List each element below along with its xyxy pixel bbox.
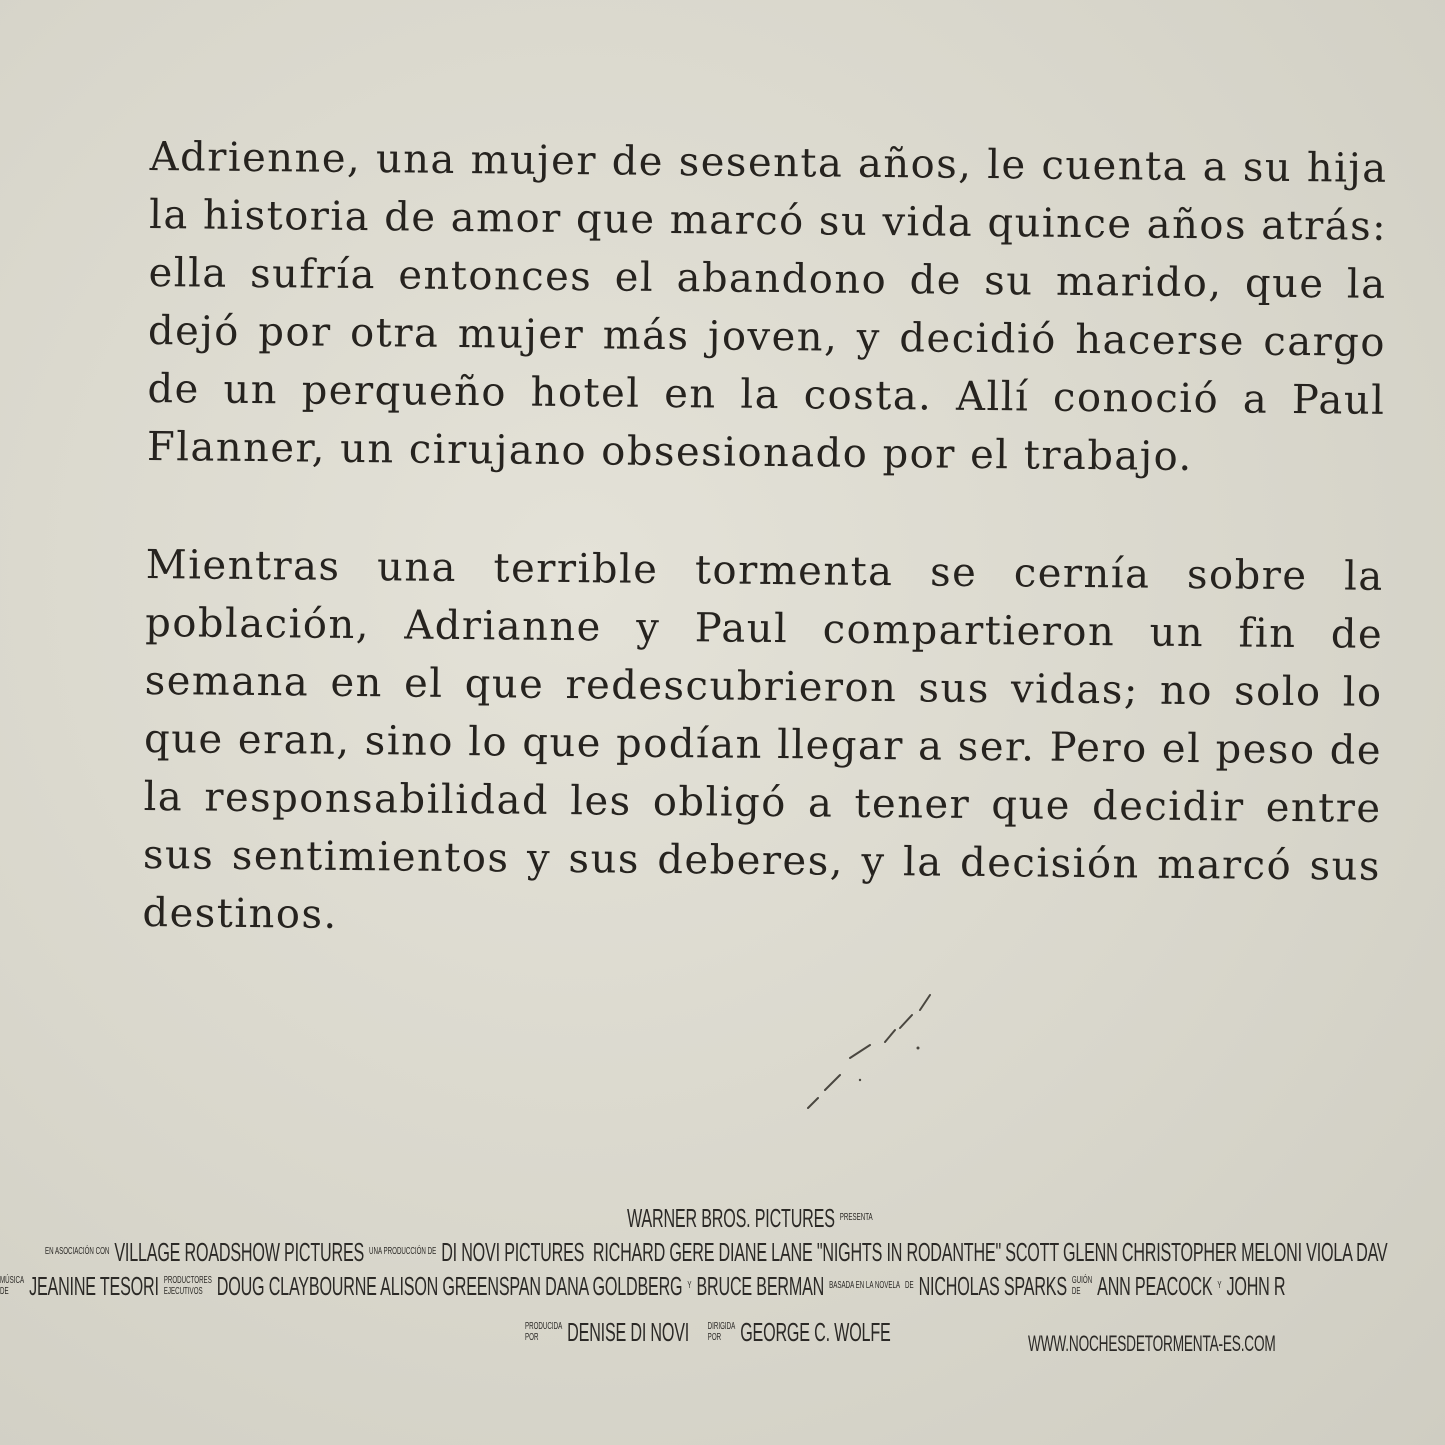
credits-line-crew [0,1271,1445,1299]
directed-label-2: POR [707,1332,722,1343]
novel-author: NICHOLAS SPARKS [918,1271,1067,1301]
credits-line-cast [40,1239,1445,1265]
cast-names: RICHARD GERE DIANE LANE "NIGHTS IN RODANTHE" SCOTT GLENN CHRISTOPHER MELONI VIOLA DAV [592,1237,1388,1267]
synopsis-paragraph-1: Adrienne, una mujer de sesenta años, le cuenta a su hija la historia de amor que marcó su vida quince años atrás: ella sufría entonces el abandono de su marido, que la dejó por otra mujer más joven, y decidió hacerse cargo de un perqueño hotel en la costa. Allí conoció a Paul Flanner, un cirujano obsesionado por el trabajo. [146,133,1388,481]
director-name: GEORGE C. WOLFE [740,1317,891,1347]
script-label-2: DE [1071,1286,1081,1297]
exec-producers: DOUG CLAYBOURNE ALISON GREENSPAN DANA GOLDBERG [216,1271,683,1301]
script-name: ANN PEACOCK [1097,1271,1213,1301]
website-url-line [1028,1333,1427,1355]
novel-label: BASADA EN LA NOVELA [829,1280,901,1291]
studio-suffix: PRESENTA [839,1212,873,1223]
exec-label-2: EJECUTIVOS [163,1286,203,1297]
music-name: JEANINE TESORI [29,1271,159,1301]
scratch-marks [800,990,940,1120]
music-label-1: MÚSICA [0,1275,25,1286]
production-name: DI NOVI PICTURES [441,1237,585,1267]
novel-de: DE [905,1280,914,1291]
credits-line-direction [525,1317,1115,1345]
producer-name: DENISE DI NOVI [567,1317,690,1347]
exec-label-1: PRODUCTORES [163,1275,212,1286]
and-2: Y [1217,1280,1222,1291]
production-label: UNA PRODUCCIÓN DE [369,1246,437,1257]
assoc-label: EN ASOCIACIÓN CON [44,1246,110,1257]
directed-label-1: DIRIGIDA [707,1321,736,1332]
website-url: WWW.NOCHESDETORMENTA-ES.COM [1028,1331,1276,1356]
studio-name: WARNER BROS. PICTURES [627,1203,835,1233]
assoc-name: VILLAGE ROADSHOW PICTURES [114,1237,365,1267]
synopsis-text [142,128,1388,954]
script-name-2: JOHN R [1226,1271,1286,1301]
exec-last: BRUCE BERMAN [696,1271,825,1301]
synopsis-paragraph-2: Mientras una terrible tormenta se cernía sobre la población, Adrianne y Paul compartieron un fin de semana en el que redescubrieron sus vidas; no solo lo que eran, sino lo que podían llegar a ser. Pero el peso de la responsabilidad les obligó a tener que decidir entre sus sentimientos y sus deberes, y la decisión marcó sus destinos. [142,541,1384,938]
produced-label-2: POR [525,1332,539,1343]
script-label-1: GUIÓN [1071,1275,1093,1286]
and-1: Y [687,1280,692,1291]
music-label-2: DE [0,1286,9,1297]
produced-label-1: PRODUCIDA [525,1321,563,1332]
credits-line-studio [627,1205,1031,1231]
